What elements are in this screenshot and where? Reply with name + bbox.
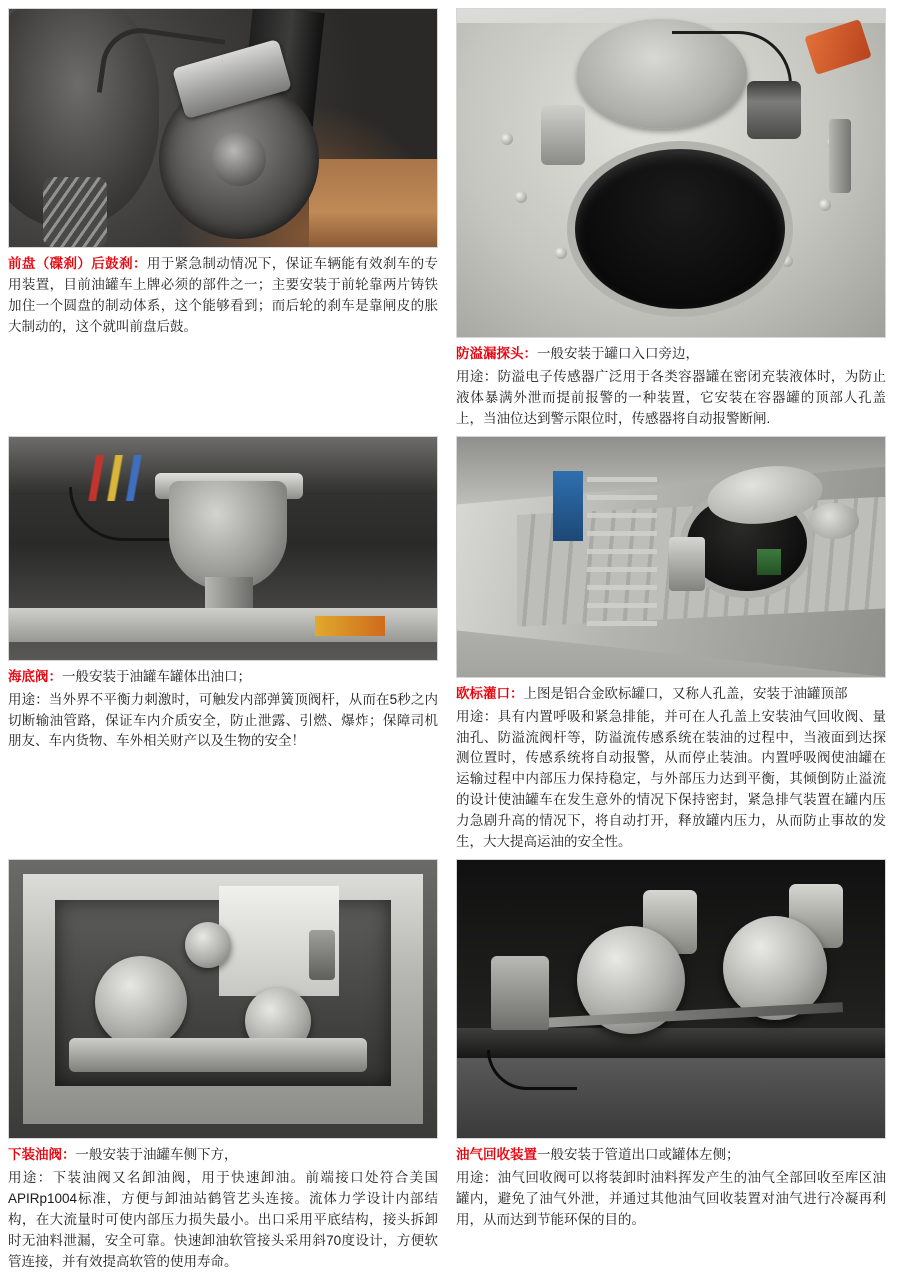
term-separator: ： — [510, 685, 524, 701]
term-label: 油气回收装置 — [456, 1147, 537, 1163]
caption-body: 上图是铝合金欧标罐口，又称人孔盖，安装于油罐顶部 — [523, 685, 848, 701]
section-front-disc-rear-drum — [8, 8, 438, 338]
usage-label: 用途： — [456, 708, 498, 724]
photo-anti-overflow-probe — [456, 8, 886, 338]
term-separator: ： — [132, 256, 147, 271]
term-label: 下装油阀 — [8, 1147, 62, 1163]
photo-bottom-valve — [8, 436, 438, 661]
section-vapour-recovery-device — [456, 859, 886, 1233]
caption-body: 一般安装于油罐车罐体出油口； — [62, 668, 251, 684]
section-bottom-loading-valve — [8, 859, 438, 1275]
usage-text: 防溢电子传感器广泛用于各类容器罐在密闭充装液体时，为防止液体暴满外泄而提前报警的一种装置，它安装在容器罐的顶部人孔盖上，当油位达到警示限位时，传感器将自动报警断闸. — [456, 368, 887, 426]
photo-artwork — [457, 437, 885, 677]
photo-bottom-loading-valve — [8, 859, 438, 1139]
photo-artwork — [457, 9, 885, 337]
caption-bottom-valve — [8, 667, 438, 753]
section-euro-filling-port — [456, 436, 886, 855]
section-anti-overflow-probe — [456, 8, 886, 432]
usage-label: 用途： — [456, 368, 498, 384]
photo-front-disc-rear-drum — [8, 8, 438, 248]
caption-vapour-recovery-device — [456, 1145, 886, 1231]
caption-anti-overflow-probe — [456, 344, 886, 430]
usage-label: 用途： — [8, 1169, 53, 1185]
term-label: 海底阀 — [8, 668, 49, 684]
content-row-1 — [8, 8, 902, 432]
term-label: 前盘（碟刹）后鼓刹 — [8, 256, 133, 271]
caption-body: 一般安装于罐口入口旁边， — [537, 346, 699, 361]
photo-artwork — [9, 437, 437, 660]
term-separator: ： — [48, 668, 62, 684]
caption-euro-filling-port — [456, 684, 886, 853]
photo-artwork — [9, 860, 437, 1138]
section-bottom-valve — [8, 436, 438, 755]
caption-body: 用于紧急制动情况下，保证车辆能有效刹车的专用装置，目前油罐车上牌必须的部件之一；主要安装于前轮靠两片铸铁加住一个圆盘的制动体系，这个能够看到；而后轮的刹车是靠闸皮的胀大制动的，这个就叫前盘后鼓。 — [8, 256, 439, 334]
photo-artwork — [457, 860, 885, 1138]
term-label: 防溢漏探头 — [456, 346, 524, 361]
content-row-2 — [8, 436, 902, 855]
caption-body: 一般安装于管道出口或罐体左侧； — [537, 1147, 740, 1163]
usage-label: 用途： — [456, 1169, 498, 1185]
usage-text: 具有内置呼吸和紧急排能，并可在人孔盖上安装油气回收阀、量油孔、防溢流阀杆等，防溢流传感系统在装油的过程中，当液面到达探测位置时，传感系统将自动报警，从而停止装油。内置呼吸阀使油罐在运输过程中内部压力保持稳定，与外部压力达到平衡，其倾倒防止溢流的设计使油罐车在发生意外的情况下保持密封，紧急排气装置在罐内压力急剧升高的情况下，将自动打开，释放罐内压力，从而防止事故的发生，大大提高运油的安全性。 — [456, 708, 887, 850]
photo-artwork — [9, 9, 437, 247]
photo-euro-filling-port — [456, 436, 886, 678]
term-separator: ： — [62, 1147, 76, 1163]
usage-text: 油气回收阀可以将装卸时油料挥发产生的油气全部回收至库区油罐内，避免了油气外泄，并通过其他油气回收装置对油气进行冷凝再利用，从而达到节能环保的目的。 — [456, 1169, 887, 1227]
term-label: 欧标灌口 — [456, 685, 510, 701]
caption-bottom-loading-valve — [8, 1145, 438, 1273]
content-row-3 — [8, 859, 902, 1275]
term-separator: ： — [523, 346, 537, 361]
photo-vapour-recovery-device — [456, 859, 886, 1139]
usage-text: 下装油阀又名卸油阀，用于快速卸油。前端接口处符合美国APIRp1004标准，方便与卸油站鹤管艺头连接。流体力学设计内部结构，在大流量时可使内部压力损失最小。出口采用平底结构，接头拆卸时无油料泄漏，安全可靠。快速卸油软管接头采用斜70度设计，方便软管连接，并有效提高软管的使用寿命。 — [8, 1169, 438, 1269]
caption-body: 一般安装于油罐车侧下方， — [75, 1147, 238, 1163]
caption-front-disc-rear-drum — [8, 254, 438, 338]
usage-label: 用途： — [8, 691, 49, 707]
usage-text: 当外界不平衡力刺激时，可触发内部弹簧顶阀杆，从而在5秒之内切断输油管路，保证车内介质安全，防止泄露、引燃、爆炸；保障司机朋友、车内货物、车外相关财产以及生物的安全！ — [8, 691, 438, 749]
